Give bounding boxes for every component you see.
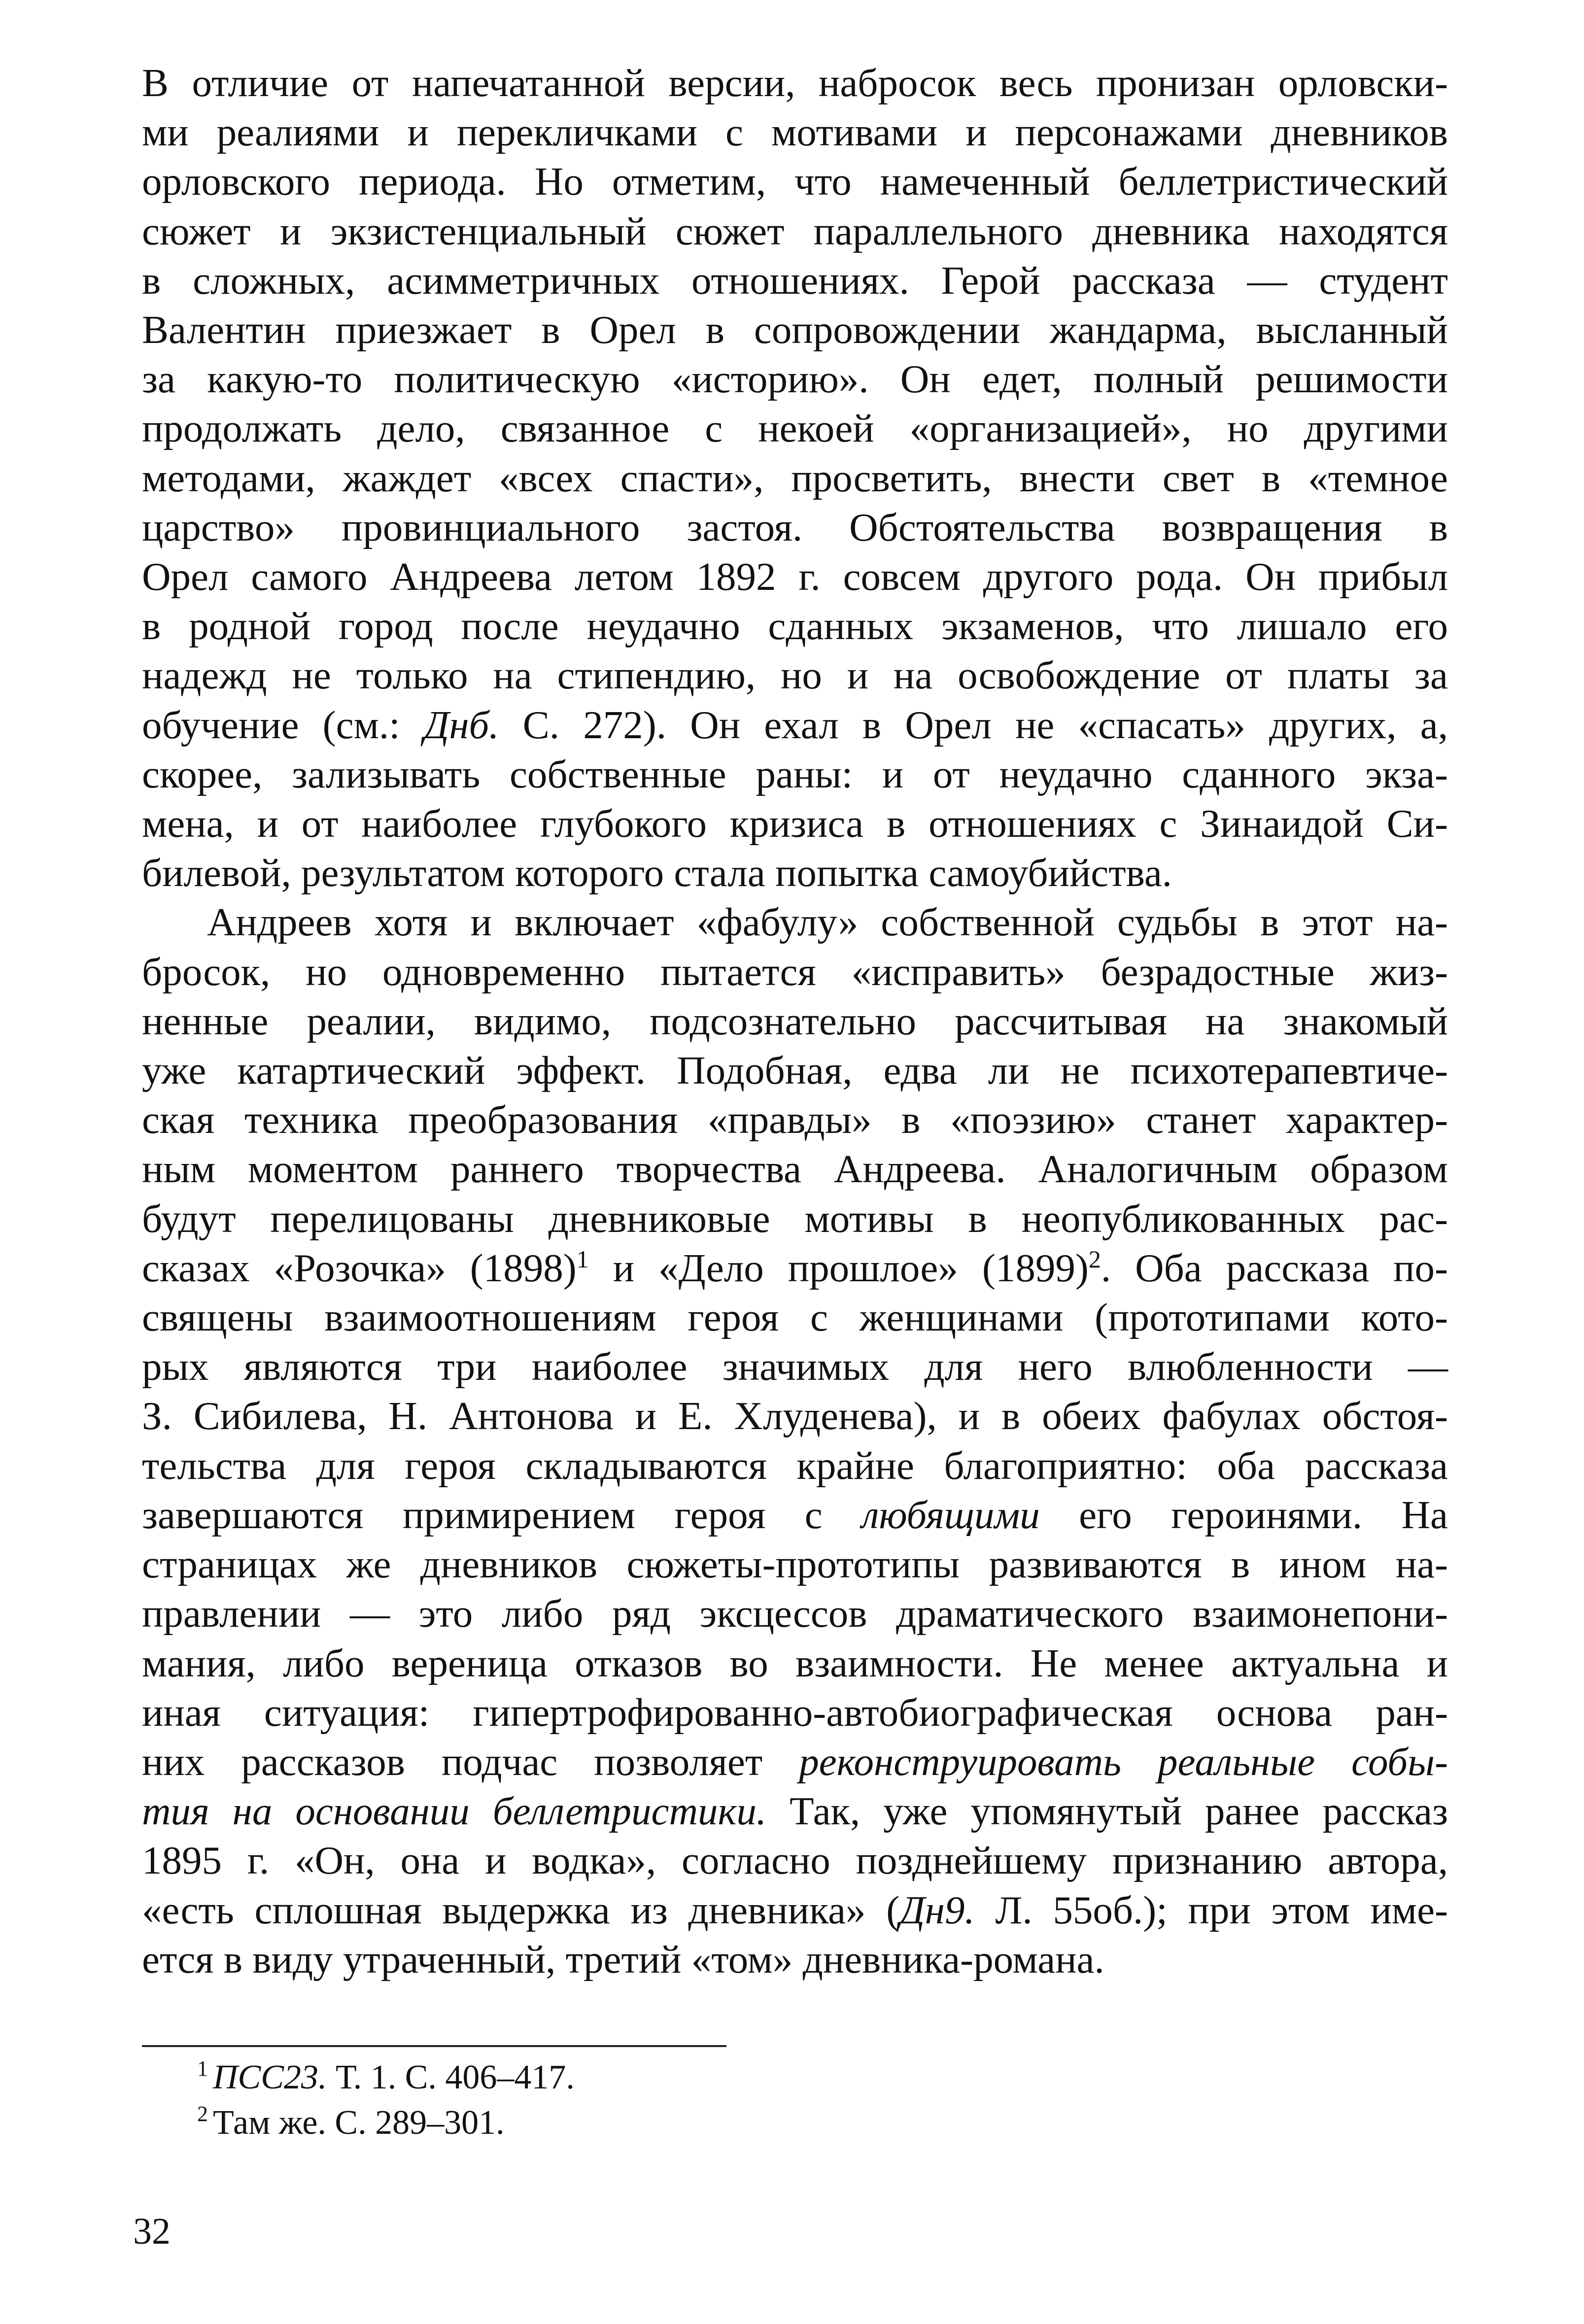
text-line: ным моментом раннего творчества Андреева. Аналогичным образом: [142, 1147, 1448, 1192]
text-segment: «есть сплошная выдержка из дневника» (: [142, 1887, 900, 1932]
text-line: билевой, результатом которого стала попытка самоубийства.: [142, 851, 1172, 895]
footnote-source: ПСС23.: [213, 2058, 327, 2096]
footnote-marker: 1: [576, 1245, 589, 1273]
text-line: в родной город после неудачно сданных экзаменов, что лишало его: [142, 604, 1448, 649]
text-line: будут перелицованы дневниковые мотивы в неопубликованных рас-: [142, 1196, 1448, 1241]
text-line: 1895 г. «Он, она и водка», согласно позднейшему признанию автора,: [142, 1838, 1448, 1883]
text-line: ется в виду утраченный, третий «том» дневника-романа.: [142, 1937, 1104, 1982]
text-line: В отличие от напечатанной версии, набросок весь пронизан орловски-: [142, 61, 1448, 105]
text-line: Валентин приезжает в Орел в сопровождении жандарма, высланный: [142, 308, 1448, 352]
text-line: Андреев хотя и включает «фабулу» собственной судьбы в этот на-: [207, 900, 1448, 945]
footnote-1: [197, 2055, 1429, 2100]
text-segment: С. 272). Он ехал в Орел не «спасать» других, а,: [499, 702, 1448, 747]
text-line: [142, 700, 1448, 750]
text-segment: Л. 55об.); при этом име-: [974, 1887, 1448, 1932]
footnote-marker: 2: [1088, 1245, 1101, 1273]
text-line: [142, 1786, 1448, 1836]
footnote-text: Там же. С. 289–301.: [213, 2104, 505, 2142]
paragraph-2: [142, 897, 1448, 1983]
text-segment: них рассказов подчас позволяет: [142, 1739, 799, 1784]
text-line: продолжать дело, связанное с некоей «организацией», но другими: [142, 406, 1448, 451]
text-line: мена, и от наиболее глубокого кризиса в отношениях с Зинаидой Си-: [142, 801, 1448, 846]
footnotes: [197, 2055, 1429, 2146]
text-segment: и «Дело прошлое» (1899): [588, 1245, 1089, 1290]
text-line: [142, 1243, 1448, 1293]
text-line: методами, жаждет «всех спасти», просветить, внести свет в «темное: [142, 455, 1448, 500]
text-line: священы взаимоотношениям героя с женщинами (прототипами кото-: [142, 1295, 1448, 1340]
citation-abbrev: Днб.: [423, 702, 499, 747]
text-segment: завершаются примирением героя с: [142, 1492, 862, 1537]
text-line: [142, 1737, 1448, 1786]
text-line: бросок, но одновременно пытается «исправить» безрадостные жиз-: [142, 949, 1448, 994]
text-line: скорее, зализывать собственные раны: и от неудачно сданного экза-: [142, 752, 1448, 796]
citation-abbrev: Дн9.: [899, 1887, 975, 1932]
text-line: царство» провинциального застоя. Обстоятельства возвращения в: [142, 505, 1448, 549]
text-line: сюжет и экзистенциальный сюжет параллельного дневника находятся: [142, 208, 1448, 253]
emphasis: тия на основании беллетристики.: [142, 1789, 767, 1834]
text-line: уже катартический эффект. Подобная, едва ли не психотерапевтиче-: [142, 1048, 1448, 1093]
text-line: ненные реалии, видимо, подсознательно рассчитывая на знакомый: [142, 998, 1448, 1043]
footnote-2: [197, 2100, 1429, 2146]
text-line: [142, 1490, 1448, 1539]
text-line: мания, либо вереница отказов во взаимности. Не менее актуальна и: [142, 1640, 1448, 1685]
text-line: ми реалиями и перекличками с мотивами и персонажами дневников: [142, 110, 1448, 155]
text-line: за какую-то политическую «историю». Он едет, полный решимости: [142, 357, 1448, 402]
text-segment: его героинями. На: [1039, 1492, 1448, 1537]
footnote-separator: [142, 2045, 726, 2047]
paragraph-1: [142, 58, 1448, 897]
emphasis: любящими: [861, 1492, 1040, 1537]
text-segment: сказах «Розочка» (1898): [142, 1245, 577, 1290]
text-segment: Так, уже упомянутый ранее рассказ: [766, 1789, 1448, 1834]
text-line: ская техника преобразования «правды» в «поэзию» станет характер-: [142, 1097, 1448, 1142]
text-segment: . Оба рассказа по-: [1101, 1245, 1448, 1290]
text-line: правлении — это либо ряд эксцессов драматического взаимонепони-: [142, 1591, 1448, 1636]
main-text: [142, 58, 1448, 1984]
text-line: иная ситуация: гипертрофированно-автобиографическая основа ран-: [142, 1690, 1448, 1735]
text-line: надежд не только на стипендию, но и на освобождение от платы за: [142, 653, 1448, 698]
text-line: тельства для героя складываются крайне благоприятно: оба рассказа: [142, 1443, 1448, 1488]
text-line: орловского периода. Но отметим, что намеченный беллетристический: [142, 159, 1448, 204]
footnote-number: 2: [197, 2102, 208, 2126]
text-line: рых являются три наиболее значимых для него влюбленности —: [142, 1344, 1448, 1389]
page-number: 32: [133, 2211, 171, 2252]
text-line: З. Сибилева, Н. Антонова и Е. Хлуденева), и в обеих фабулах обстоя-: [142, 1394, 1448, 1438]
text-line: Орел самого Андреева летом 1892 г. совсем другого рода. Он прибыл: [142, 554, 1448, 599]
footnote-number: 1: [197, 2056, 208, 2081]
text-line: [142, 1885, 1448, 1935]
text-line: страницах же дневников сюжеты-прототипы развиваются в ином на-: [142, 1542, 1448, 1587]
text-segment: обучение (см.:: [142, 702, 424, 747]
emphasis: реконструировать реальные собы-: [799, 1739, 1448, 1784]
footnote-text: Т. 1. С. 406–417.: [327, 2058, 575, 2096]
text-line: в сложных, асимметричных отношениях. Герой рассказа — студент: [142, 258, 1448, 303]
